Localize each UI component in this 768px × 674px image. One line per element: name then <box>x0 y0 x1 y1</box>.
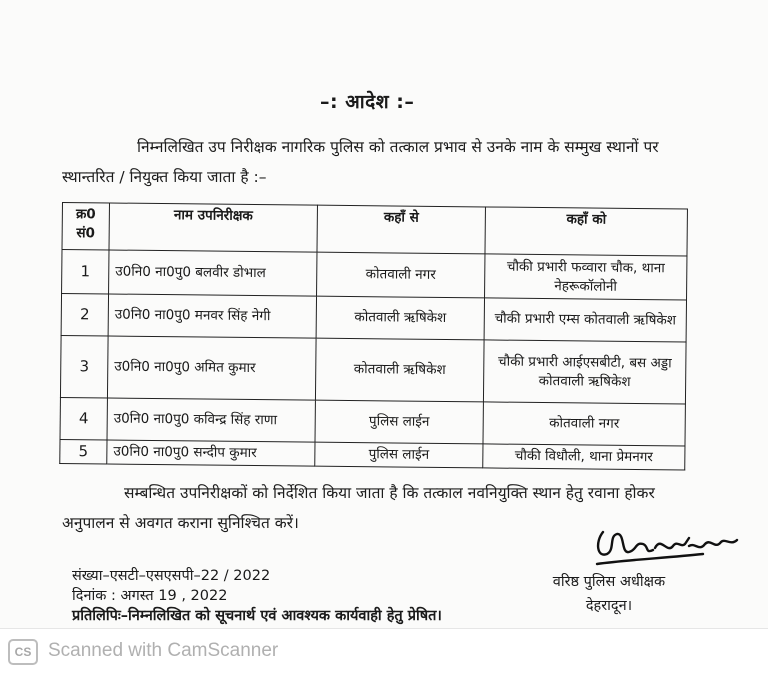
header-name: नाम उपनिरीक्षक <box>109 203 317 252</box>
row-name: उ0नि0 ना0पु0 कविन्द्र सिंह राणा <box>107 398 315 442</box>
signatory-place: देहरादून। <box>585 598 633 614</box>
row-name: उ0नि0 ना0पु0 बलवीर डोभाल <box>109 250 317 296</box>
copy-to-line: प्रतिलिपिः–निम्नलिखित को सूचनार्थ एवं आवश्यक कार्यवाही हेतु प्रेषित। <box>72 608 442 624</box>
camscanner-logo-icon: CS <box>8 639 38 665</box>
camscanner-text: Scanned with CamScanner <box>48 640 279 661</box>
row-name: उ0नि0 ना0पु0 अमित कुमार <box>107 336 316 400</box>
row-from: पुलिस लाईन <box>315 400 483 444</box>
signatory-block <box>514 570 704 618</box>
table-header-row <box>62 203 687 257</box>
header-to: कहाँ को <box>485 207 687 256</box>
footer-left <box>72 566 442 626</box>
row-serial: 3 <box>60 335 108 397</box>
camscanner-watermark <box>0 628 768 674</box>
row-to: कोतवाली नगर <box>483 402 685 446</box>
closing-paragraph: सम्बन्धित उपनिरीक्षकों को निर्देशित किया जाता है कि तत्काल नवनियुक्ति स्थान हेतु रवाना होकर अनुपालन से अवगत कराना सुनिश्चित करें। <box>62 484 655 532</box>
row-to: चौकी प्रभारी आईएसबीटी, बस अड्डा कोतवाली ऋषिकेश <box>483 340 686 404</box>
row-serial: 2 <box>61 294 108 336</box>
row-from: कोतवाली ऋषिकेश <box>315 338 484 402</box>
row-name: उ0नि0 ना0पु0 सन्दीप कुमार <box>107 440 315 466</box>
order-date: दिनांक : अगस्त 19 , 2022 <box>72 588 228 604</box>
row-serial: 1 <box>62 250 109 294</box>
row-from: कोतवाली ऋषिकेश <box>316 296 484 340</box>
table-row <box>61 294 686 343</box>
intro-paragraph: निम्नलिखित उप निरीक्षक नागरिक पुलिस को तत्काल प्रभाव से उनके नाम के सम्मुख स्थानों पर स्थान्तरित / नियुक्त किया जाता है :– <box>62 138 659 186</box>
row-serial: 5 <box>60 439 107 463</box>
header-from: कहाँ से <box>317 205 485 254</box>
row-name: उ0नि0 ना0पु0 मनवर सिंह नेगी <box>108 294 316 338</box>
row-from: पुलिस लाईन <box>315 442 483 468</box>
table-row <box>62 250 687 301</box>
header-serial: क्र0 सं0 <box>62 203 109 250</box>
row-to: चौकी विधौली, थाना प्रेमनगर <box>483 444 685 470</box>
table-row <box>60 335 686 404</box>
reference-number: संख्या–एसटी–एसएसपी–22 / 2022 <box>72 568 271 584</box>
signatory-designation: वरिष्ठ पुलिस अधीक्षक <box>552 574 666 590</box>
row-to: चौकी प्रभारी फव्वारा चौक, थाना नेहरूकॉलोनी <box>485 254 687 300</box>
row-to: चौकी प्रभारी एम्स कोतवाली ऋषिकेश <box>484 298 686 342</box>
table-row <box>60 439 685 470</box>
row-from: कोतवाली नगर <box>317 252 485 298</box>
transfer-table <box>59 202 688 471</box>
table-row <box>60 397 685 446</box>
row-serial: 4 <box>60 397 107 439</box>
order-heading: –: आदेश :– <box>320 91 415 113</box>
